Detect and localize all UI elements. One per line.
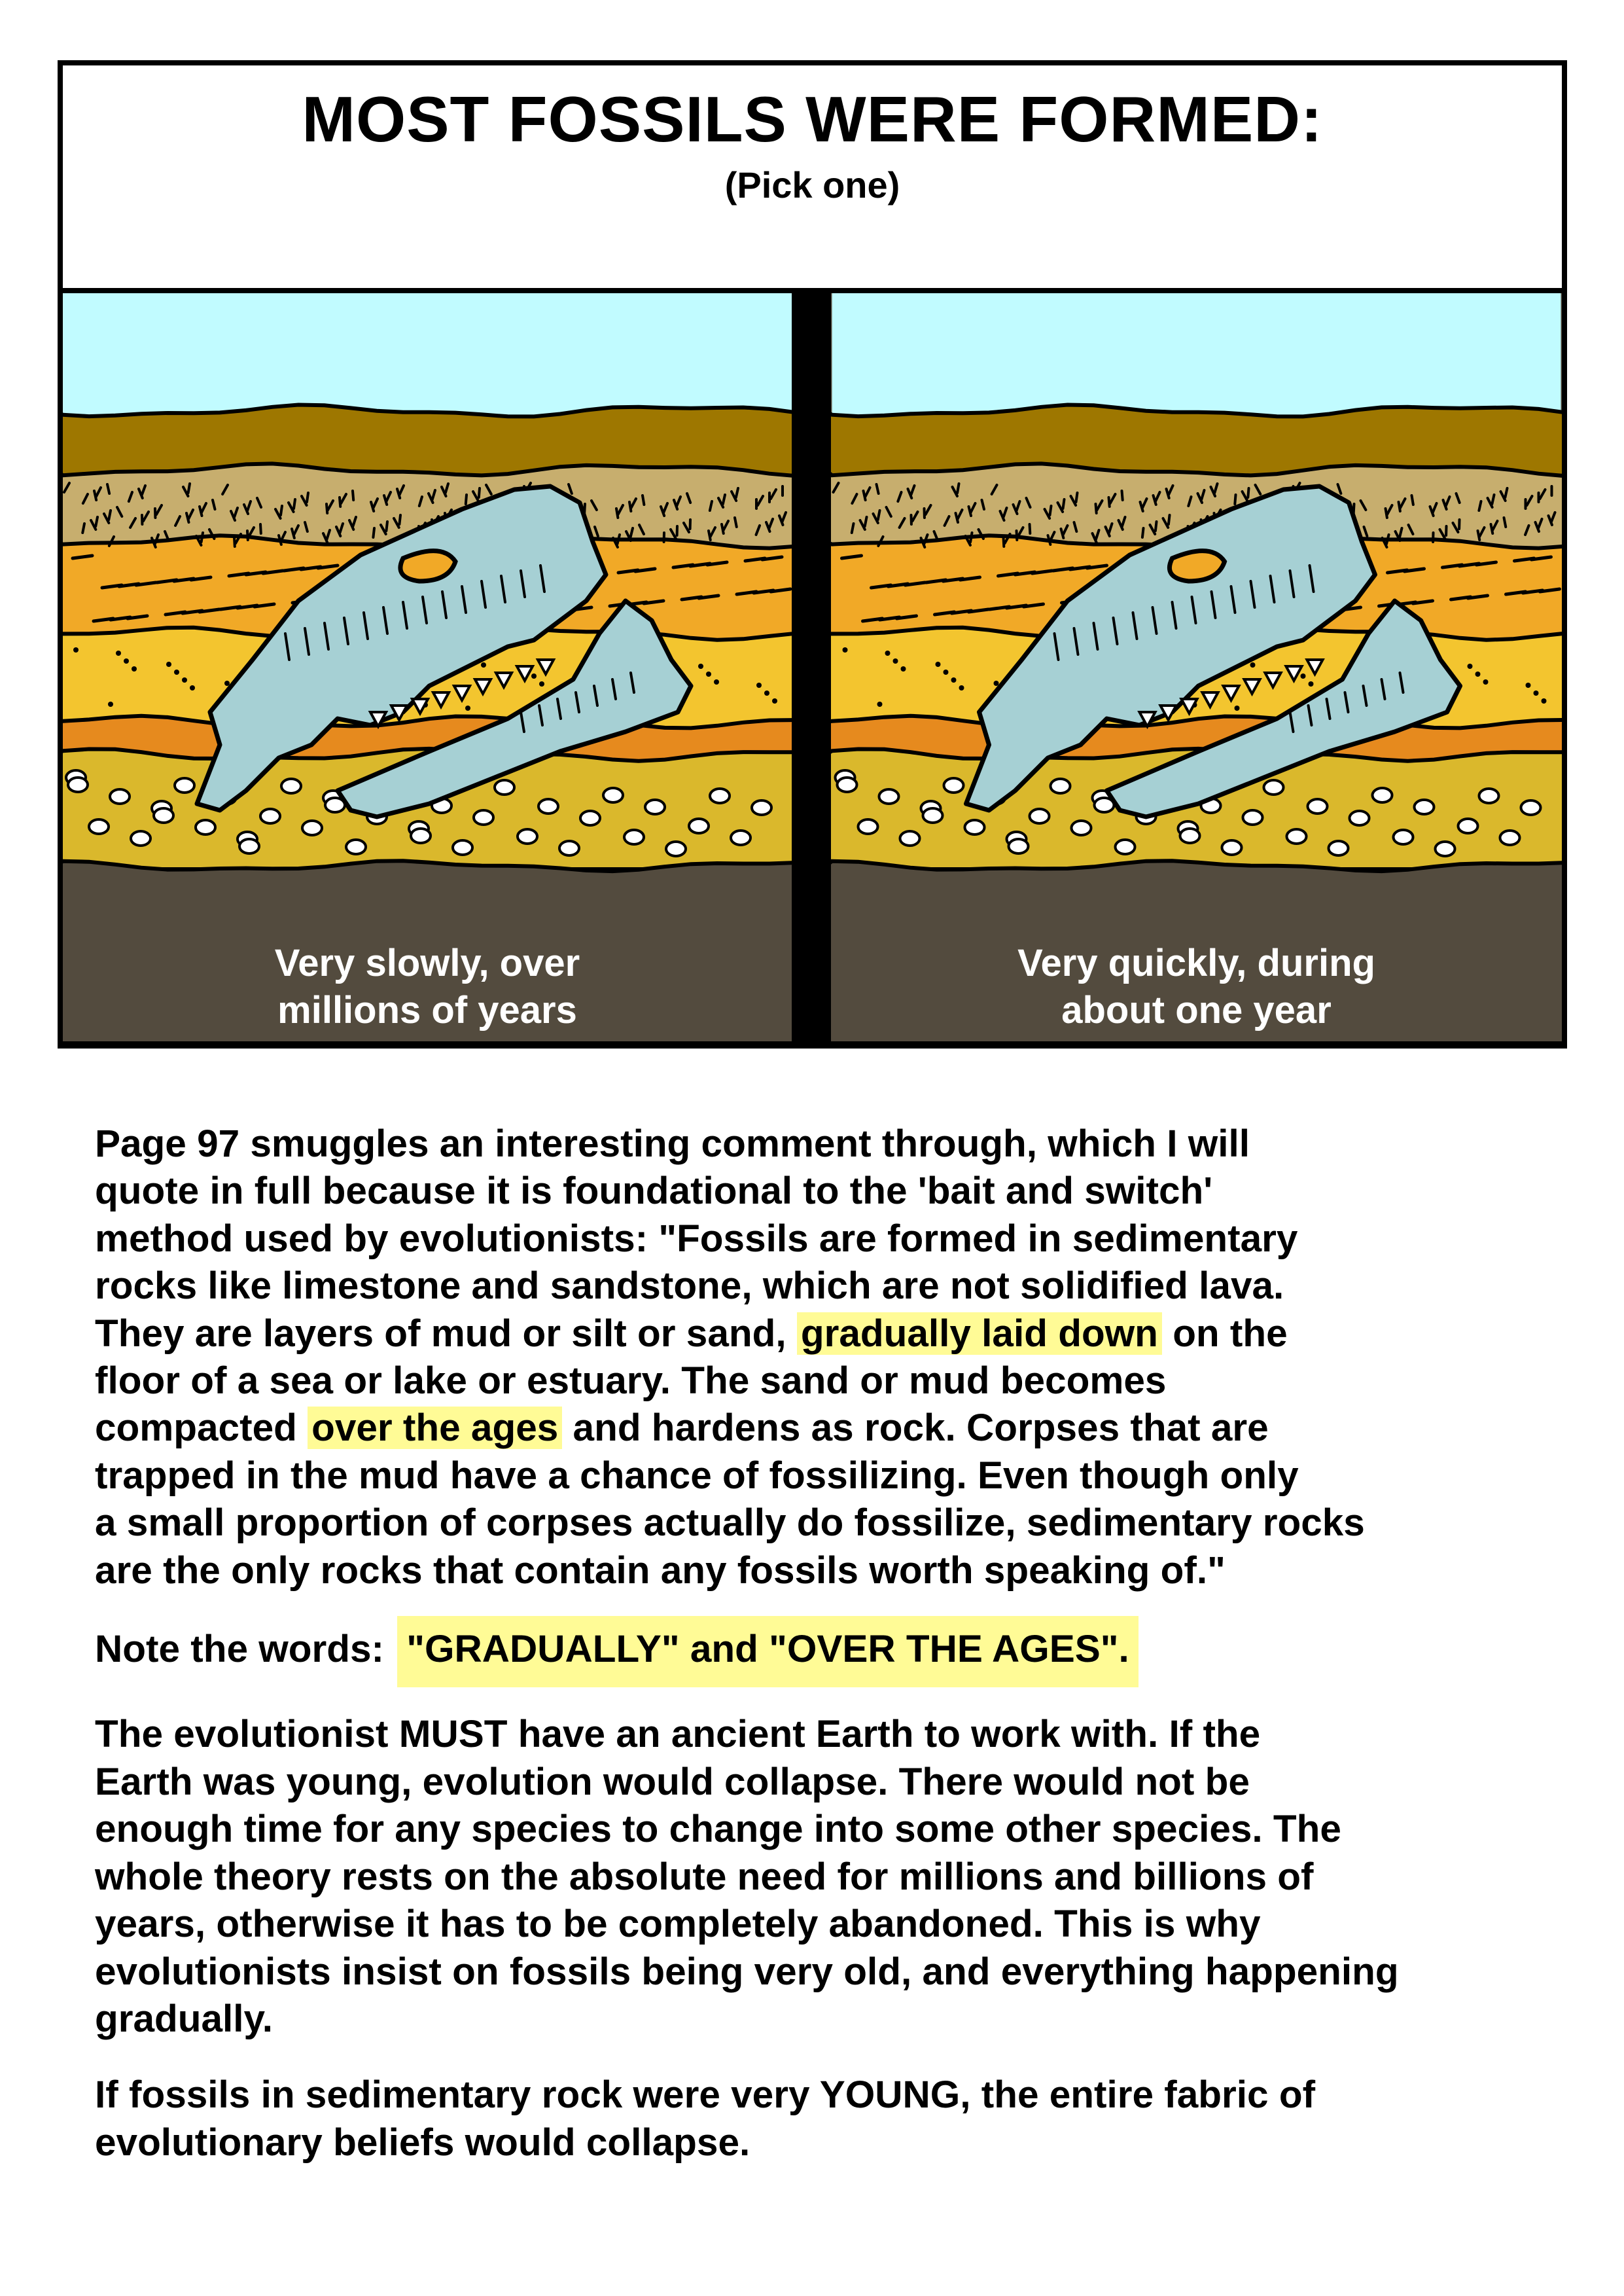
panel-caption-fast	[831, 940, 1562, 1034]
text-line: trapped in the mud have a chance of fossilizing. Even though only	[95, 1454, 1299, 1497]
text-line: evolutionists insist on fossils being very old, and everything happening	[95, 1950, 1399, 1993]
text-line: gradually.	[95, 1997, 273, 2040]
quote-paragraph	[95, 1121, 1554, 1594]
highlight-over-the-ages: over the ages	[308, 1407, 562, 1449]
comic-header	[63, 65, 1562, 288]
caption-line: Very quickly, during	[1017, 942, 1375, 984]
text-line: rocks like limestone and sandstone, which are not solidified lava.	[95, 1265, 1284, 1308]
text-fragment: on the	[1173, 1312, 1288, 1355]
text-line: If fossils in sedimentary rock were very YOUNG, the entire fabric of	[95, 2073, 1316, 2117]
sky	[63, 293, 792, 424]
text-line: whole theory rests on the absolute need for millions and billions of	[95, 1855, 1314, 1898]
text-line: years, otherwise it has to be completely abandoned. This is why	[95, 1903, 1261, 1946]
comic-title: MOST FOSSILS WERE FORMED:	[302, 83, 1323, 155]
text-line: Page 97 smuggles an interesting comment through, which I will	[95, 1122, 1250, 1165]
body-text	[95, 1121, 1554, 2166]
comic-frame	[58, 60, 1567, 1049]
conclusion-paragraph	[95, 2072, 1554, 2166]
caption-line: millions of years	[277, 989, 577, 1031]
text-line: The evolutionist MUST have an ancient Earth to work with. If the	[95, 1713, 1261, 1756]
text-fragment: They are layers of mud or silt or sand,	[95, 1312, 786, 1355]
text-line: a small proportion of corpses actually do fossilize, sedimentary rocks	[95, 1501, 1365, 1545]
panel-slow-formation[interactable]	[63, 293, 792, 1043]
highlight-gradually: gradually laid down	[797, 1312, 1162, 1355]
text-line: floor of a sea or lake or estuary. The sand or mud becomes	[95, 1359, 1167, 1403]
text-line: evolutionary beliefs would collapse.	[95, 2121, 750, 2164]
caption-line: about one year	[1061, 989, 1332, 1031]
text-line: enough time for any species to change into some other species. The	[95, 1808, 1341, 1851]
comic-subtitle: (Pick one)	[724, 164, 900, 206]
text-fragment: and hardens as rock. Corpses that are	[573, 1407, 1269, 1450]
note-highlight: "GRADUALLY" and "OVER THE AGES".	[397, 1616, 1138, 1687]
text-line: quote in full because it is foundational to the 'bait and switch'	[95, 1170, 1213, 1213]
text-line: are the only rocks that contain any fossils worth speaking of."	[95, 1549, 1226, 1592]
panel-fast-formation[interactable]	[831, 293, 1562, 1043]
text-fragment: compacted	[95, 1407, 297, 1450]
panel-caption-slow	[63, 940, 792, 1034]
fossil-strata-illustration	[63, 293, 792, 1043]
note-prefix: Note the words:	[95, 1628, 385, 1671]
fossil-strata-illustration	[831, 293, 1562, 1043]
text-line: Earth was young, evolution would collapse. There would not be	[95, 1760, 1250, 1803]
text-line: method used by evolutionists: "Fossils are formed in sedimentary	[95, 1217, 1298, 1260]
argument-paragraph	[95, 1711, 1554, 2043]
sky	[832, 293, 1561, 424]
caption-line: Very slowly, over	[274, 942, 580, 984]
note-paragraph	[95, 1626, 1554, 1673]
